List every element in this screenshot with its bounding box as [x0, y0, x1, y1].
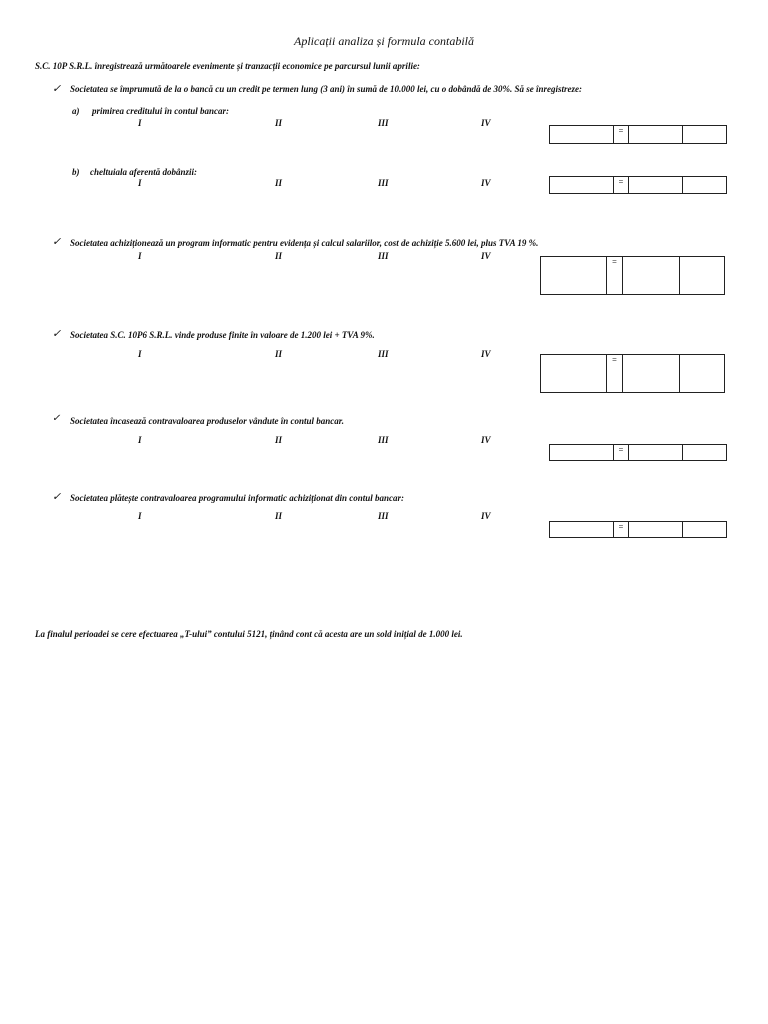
- entry-table-1b: [549, 176, 727, 194]
- equals-sign: =: [614, 126, 629, 144]
- checkmark-icon: ✓: [52, 328, 62, 340]
- column-iii-label: III: [378, 251, 389, 261]
- entry-cell-credit: [629, 126, 683, 144]
- column-ii-label: II: [275, 178, 283, 188]
- entry-cell-debit: [550, 126, 614, 144]
- equals-sign: =: [614, 522, 629, 538]
- column-iii-label: III: [378, 178, 389, 188]
- entry-table-4: [549, 444, 727, 461]
- entry-table-1a: [549, 125, 727, 144]
- column-iv-label: IV: [481, 251, 491, 261]
- entry-cell-amount: [683, 522, 727, 538]
- column-iii-label: III: [378, 118, 389, 128]
- equals-sign: =: [614, 445, 629, 461]
- task-5-text: Societatea plătește contravaloarea programului informatic achiziționat din contul bancar:: [70, 493, 405, 503]
- column-ii-label: II: [275, 251, 283, 261]
- entry-table-5: [549, 521, 727, 538]
- column-iv-label: IV: [481, 435, 491, 445]
- entry-cell-amount: [683, 126, 727, 144]
- checkmark-icon: ✓: [52, 83, 62, 95]
- subtask-b-letter: b): [72, 167, 80, 177]
- entry-cell-credit: [629, 522, 683, 538]
- subtask-b-text: cheltuiala aferentă dobânzii:: [90, 167, 198, 177]
- column-iv-label: IV: [481, 118, 491, 128]
- column-i-label: I: [138, 178, 142, 188]
- column-ii-label: II: [275, 118, 283, 128]
- entry-cell-debit: [550, 522, 614, 538]
- entry-cell-credit: [623, 257, 680, 295]
- equals-sign: =: [607, 257, 623, 295]
- entry-cell-debit: [550, 177, 614, 194]
- equals-sign: =: [614, 177, 629, 194]
- entry-cell-debit: [541, 257, 607, 295]
- column-iii-label: III: [378, 435, 389, 445]
- task-3-text: Societatea S.C. 10P6 S.R.L. vinde produse finite în valoare de 1.200 lei + TVA 9%.: [70, 330, 375, 340]
- entry-cell-debit: [541, 355, 607, 393]
- entry-cell-amount: [680, 355, 725, 393]
- column-iii-label: III: [378, 349, 389, 359]
- column-i-label: I: [138, 118, 142, 128]
- entry-table-3: [540, 354, 725, 393]
- entry-table-2: [540, 256, 725, 295]
- entry-cell-credit: [623, 355, 680, 393]
- checkmark-icon: ✓: [52, 236, 62, 248]
- entry-cell-amount: [680, 257, 725, 295]
- entry-cell-amount: [683, 177, 727, 194]
- column-iv-label: IV: [481, 511, 491, 521]
- column-iv-label: IV: [481, 178, 491, 188]
- column-iii-label: III: [378, 511, 389, 521]
- entry-cell-amount: [683, 445, 727, 461]
- column-i-label: I: [138, 435, 142, 445]
- task-1-text: Societatea se împrumută de la o bancă cu un credit pe termen lung (3 ani) în sumă de 10.000 lei, cu o dobândă de 30%. Să se înregistreze:: [70, 84, 583, 94]
- final-note: La finalul perioadei se cere efectuarea „T-ului” contului 5121, ținând cont că acesta are un sold inițial de 1.000 lei.: [35, 629, 463, 639]
- page-title: Aplicații analiza și formula contabilă: [294, 34, 474, 48]
- column-ii-label: II: [275, 511, 283, 521]
- checkmark-icon: ✓: [52, 491, 62, 503]
- column-ii-label: II: [275, 349, 283, 359]
- column-i-label: I: [138, 349, 142, 359]
- column-i-label: I: [138, 511, 142, 521]
- task-4-text: Societatea încasează contravaloarea produselor vândute în contul bancar.: [70, 416, 345, 426]
- equals-sign: =: [607, 355, 623, 393]
- checkmark-icon: ✓: [52, 413, 61, 424]
- task-2-text: Societatea achiziționează un program informatic pentru evidența și calcul salariilor, cost de achiziție 5.600 lei, plus TVA 19 %.: [70, 238, 539, 248]
- entry-cell-credit: [629, 177, 683, 194]
- subtask-a-text: primirea creditului în contul bancar:: [92, 106, 230, 116]
- entry-cell-credit: [629, 445, 683, 461]
- subtask-a-letter: a): [72, 106, 80, 116]
- column-ii-label: II: [275, 435, 283, 445]
- column-i-label: I: [138, 251, 142, 261]
- intro-text: S.C. 10P S.R.L. înregistrează următoarele evenimente și tranzacții economice pe parcursul lunii aprilie:: [35, 61, 420, 71]
- entry-cell-debit: [550, 445, 614, 461]
- column-iv-label: IV: [481, 349, 491, 359]
